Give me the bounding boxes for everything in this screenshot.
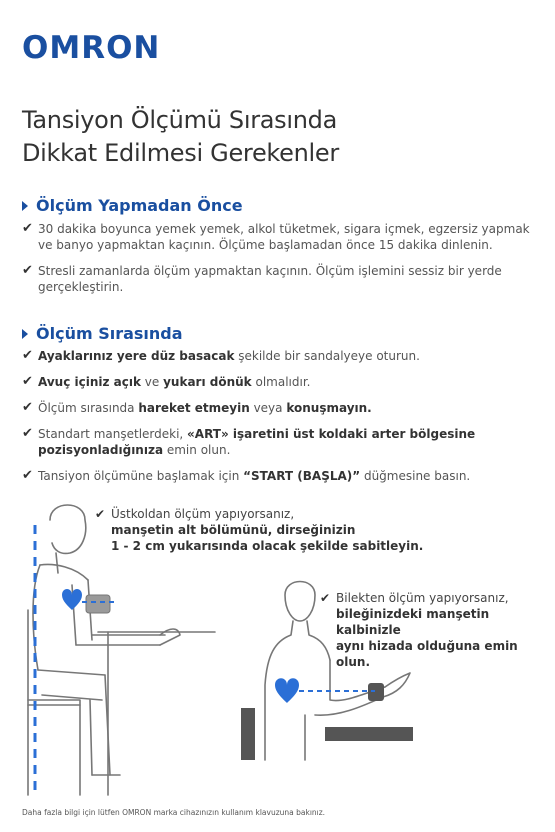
caption-line: manşetin alt bölümünü, dirseğinizin [111, 523, 356, 537]
section-during-measurement-heading [22, 324, 183, 343]
check-icon: ✔ [22, 263, 33, 278]
caption-line: 1 - 2 cm yukarısında olacak şekilde sabitleyin. [111, 539, 424, 553]
list-item-text: Ayaklarınız yere düz basacak şekilde bir sandalyeye oturun. [38, 349, 420, 363]
list-item-text: 30 dakika boyunca yemek yemek, alkol tüketmek, sigara içmek, egzersiz yapmak ve banyo yapmaktan kaçının. Ölçüme başlamadan önce 15 dakika dinlenin. [38, 222, 530, 252]
section-before-measurement-heading [22, 196, 243, 215]
seated-upper-arm-illustration [10, 495, 225, 800]
heart-icon [275, 678, 299, 703]
list-item-text: Stresli zamanlarda ölçüm yapmaktan kaçının. Ölçüm işlemini sessiz bir yerde gerçekleştirin. [38, 264, 502, 294]
check-icon: ✔ [22, 348, 33, 363]
list-item-text: Ölçüm sırasında hareket etmeyin veya konuşmayın. [38, 401, 372, 415]
title-line-1: Tansiyon Ölçümü Sırasında [22, 106, 337, 134]
caption-line: aynı hizada olduğuna emin olun. [336, 639, 518, 669]
check-icon: ✔ [22, 221, 33, 236]
check-icon: ✔ [22, 374, 33, 389]
during-measurement-list [22, 348, 542, 494]
check-icon: ✔ [22, 426, 33, 441]
list-item-text: Avuç içiniz açık ve yukarı dönük olmalıdır. [38, 375, 311, 389]
list-item [22, 426, 542, 458]
triangle-right-icon [22, 329, 28, 339]
caption-line: bileğinizdeki manşetin kalbinizle [336, 607, 490, 637]
check-icon: ✔ [320, 591, 331, 605]
section-heading-label: Ölçüm Yapmadan Önce [36, 196, 243, 215]
list-item [22, 374, 542, 390]
check-icon: ✔ [22, 400, 33, 415]
list-item-text: Tansiyon ölçümüne başlamak için “START (BAŞLA)” düğmesine basın. [38, 469, 471, 483]
list-item-text: Standart manşetlerdeki, «ART» işaretini üst koldaki arter bölgesine pozisyonladığınıza emin olun. [38, 427, 476, 457]
section-heading-label: Ölçüm Sırasında [36, 324, 183, 343]
list-item [22, 221, 542, 253]
list-item [22, 468, 542, 484]
before-measurement-list [22, 221, 542, 305]
check-icon: ✔ [95, 507, 106, 521]
page-title [22, 104, 339, 170]
caption-line: Üstkoldan ölçüm yapıyorsanız, [111, 507, 295, 521]
omron-logo: OMRON [22, 30, 161, 66]
wrist-measurement-illustration [235, 575, 420, 765]
caption-line: Bilekten ölçüm yapıyorsanız, [336, 591, 509, 605]
list-item [22, 400, 542, 416]
title-line-2: Dikkat Edilmesi Gerekenler [22, 139, 339, 167]
list-item [22, 263, 542, 295]
footer-note: Daha fazla bilgi için lütfen OMRON marka cihazınızın kullanım klavuzuna bakınız. [22, 808, 326, 817]
list-item [22, 348, 542, 364]
check-icon: ✔ [22, 468, 33, 483]
triangle-right-icon [22, 201, 28, 211]
